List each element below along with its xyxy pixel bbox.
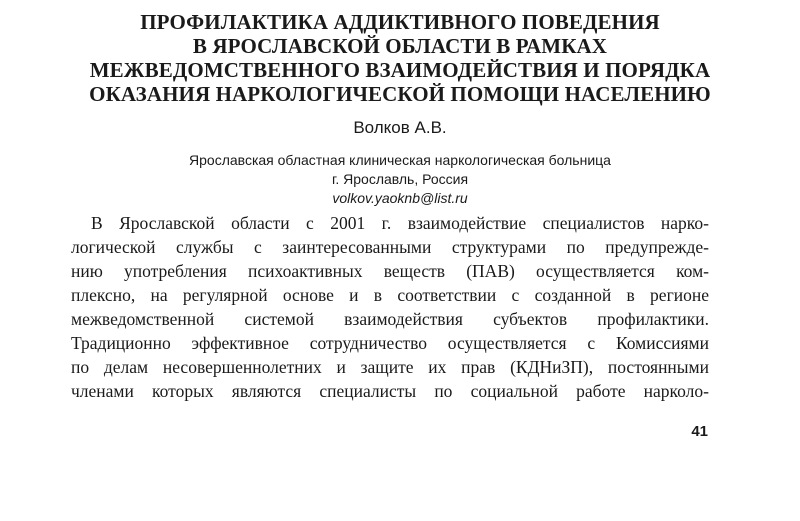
- institution-name: Ярославская областная клиническая наркологическая больница: [189, 152, 611, 168]
- author-affiliation: [0, 151, 800, 208]
- body-line: плексно, на регулярной основе и в соответствии с созданной в регионе: [71, 285, 709, 305]
- body-line: логической службы с заинтересованными структурами по предупрежде-: [71, 237, 709, 257]
- page-number: 41: [691, 423, 708, 440]
- body-line: нию употребления психоактивных веществ (ПАВ) осуществляется ком-: [71, 261, 709, 281]
- article-title: [60, 10, 740, 106]
- title-line: ОКАЗАНИЯ НАРКОЛОГИЧЕСКОЙ ПОМОЩИ НАСЕЛЕНИЮ: [89, 82, 711, 106]
- body-line: по делам несовершеннолетних и защите их прав (КДНиЗП), постоянными: [71, 357, 709, 377]
- title-line: ПРОФИЛАКТИКА АДДИКТИВНОГО ПОВЕДЕНИЯ: [140, 10, 660, 34]
- body-line: межведомственной системой взаимодействия субъектов профилактики.: [71, 309, 709, 329]
- title-line: МЕЖВЕДОМСТВЕННОГО ВЗАИМОДЕЙСТВИЯ И ПОРЯДКА: [89, 58, 711, 82]
- institution-city: г. Ярославль, Россия: [331, 171, 469, 187]
- body-line: Традиционно эффективное сотрудничество осуществляется с Комиссиями: [71, 333, 709, 353]
- author-name: Волков А.В.: [353, 118, 447, 137]
- author-email: volkov.yaoknb@list.ru: [332, 190, 468, 206]
- article-body-paragraph: [71, 211, 709, 403]
- body-line: членами которых являются специалисты по социальной работе нарколо-: [71, 381, 709, 401]
- body-line: В Ярославской области с 2001 г. взаимодействие специалистов нарко-: [91, 213, 709, 233]
- title-line: В ЯРОСЛАВСКОЙ ОБЛАСТИ В РАМКАХ: [192, 34, 608, 58]
